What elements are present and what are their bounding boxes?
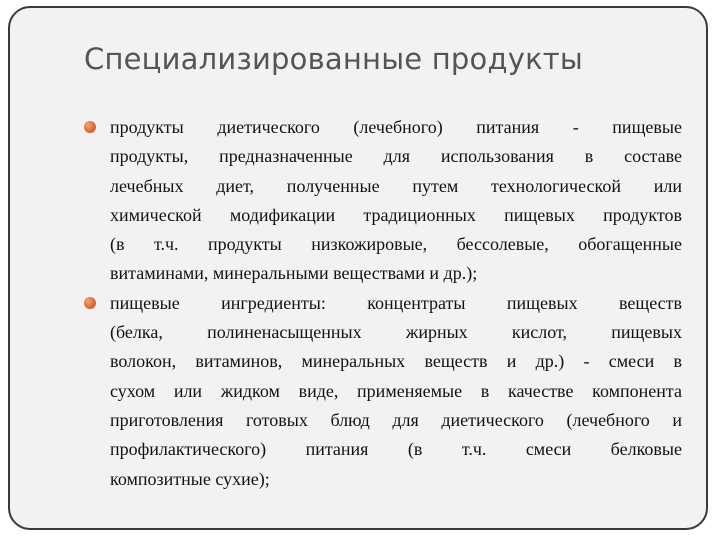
bullet-text-line: лечебных диет, полученные путем технологической или xyxy=(110,175,682,196)
bullet-text-line: профилактического) питания (в т.ч. смеси белковые xyxy=(110,439,682,460)
bullet-text-line: (в т.ч. продукты низкожировые, бессолевые, обогащенные xyxy=(110,234,682,255)
bullet-text-line: композитные сухие); xyxy=(110,468,270,489)
bullet-text-line: витаминами, минеральными веществами и др.); xyxy=(110,263,478,284)
slide-title: Специализированные продукты xyxy=(84,42,583,76)
bullet-item-food-ingredients xyxy=(80,289,682,494)
bullet-item-dietary-products xyxy=(80,113,682,289)
bullet-text-line: химической модификации традиционных пищевых продуктов xyxy=(110,204,682,225)
slide-frame xyxy=(8,6,708,530)
bullet-text-line: (белка, полиненасыщенных жирных кислот, пищевых xyxy=(110,322,682,343)
orange-circle-bullet-icon xyxy=(84,297,96,309)
bullet-text-line: приготовления готовых блюд для диетического (лечебного и xyxy=(110,409,682,430)
bullet-text-line: пищевые ингредиенты: концентраты пищевых веществ xyxy=(110,292,682,313)
bullet-text-line: сухом или жидком виде, применяемые в качестве компонента xyxy=(110,380,682,401)
orange-circle-bullet-icon xyxy=(84,121,96,133)
bullet-list xyxy=(80,113,682,494)
bullet-text-line: продукты диетического (лечебного) питания - пищевые xyxy=(110,117,682,137)
bullet-text-line: волокон, витаминов, минеральных веществ и др.) - смеси в xyxy=(110,351,682,372)
bullet-text-line: продукты, предназначенные для использования в составе xyxy=(110,146,682,167)
